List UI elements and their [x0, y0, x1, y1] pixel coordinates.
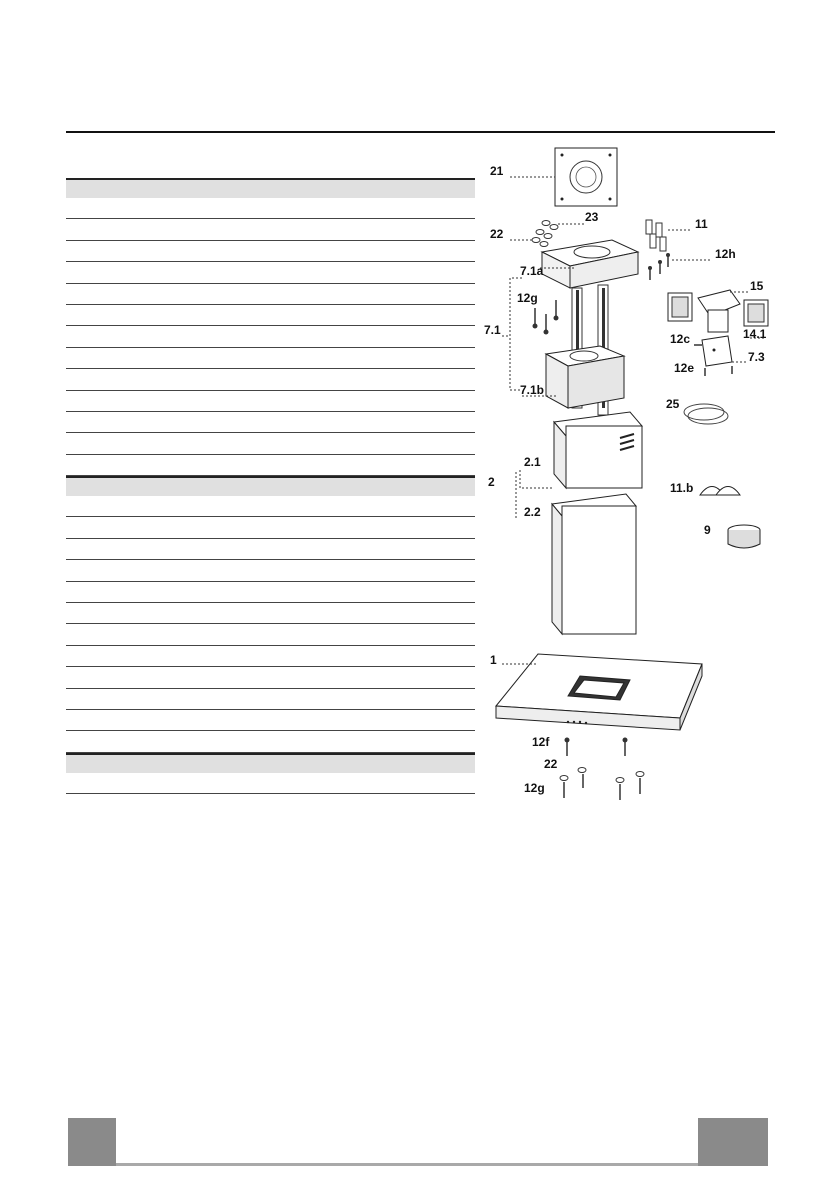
table-row	[66, 667, 475, 688]
label-15: 15	[750, 279, 764, 293]
part-9-adapter	[728, 525, 760, 548]
part-7-1-telescopic-frame	[542, 240, 638, 415]
label-2-2: 2.2	[524, 505, 541, 519]
table-row	[66, 198, 475, 219]
label-12e: 12e	[674, 361, 695, 375]
table-row	[66, 624, 475, 645]
label-7-1: 7.1	[484, 323, 501, 337]
table-row	[66, 731, 475, 752]
part-1-hood-body	[496, 654, 702, 730]
label-12c: 12c	[670, 332, 691, 346]
label-25: 25	[666, 397, 680, 411]
table-row	[66, 560, 475, 581]
top-rule	[66, 131, 775, 133]
table-row	[66, 305, 475, 326]
part-25-rings	[684, 404, 728, 424]
label-12g-bottom: 12g	[524, 781, 545, 795]
label-7-1a: 7.1a	[520, 264, 544, 278]
part-7-3-bracket	[694, 336, 732, 376]
table-section-header	[66, 753, 475, 773]
label-14-1: 14.1	[743, 327, 767, 341]
label-12f: 12f	[532, 735, 550, 749]
label-9: 9	[704, 523, 711, 537]
table-row	[66, 539, 475, 560]
part-15-duct-fittings	[668, 290, 768, 332]
table-row	[66, 391, 475, 412]
table-row	[66, 348, 475, 369]
table-row	[66, 241, 475, 262]
table-row	[66, 412, 475, 433]
footer-left-box	[68, 1118, 116, 1166]
table-row	[66, 517, 475, 538]
table-row	[66, 219, 475, 240]
table-row	[66, 710, 475, 731]
table-section-header	[66, 476, 475, 496]
table-row	[66, 326, 475, 347]
table-row	[66, 603, 475, 624]
part-22-23-washers	[532, 221, 558, 247]
label-21: 21	[490, 164, 504, 178]
table-row	[66, 689, 475, 710]
part-21-ceiling-plate	[555, 148, 617, 206]
part-12g-screws-bottom	[564, 774, 640, 800]
part-2-1-upper-chimney	[554, 412, 642, 488]
table-row	[66, 455, 475, 476]
label-11: 11	[695, 217, 708, 231]
table-row	[66, 433, 475, 454]
parts-table	[66, 178, 475, 794]
label-11b: 11.b	[670, 481, 694, 495]
page-footer	[68, 1118, 768, 1166]
table-row	[66, 262, 475, 283]
label-7-1b: 7.1b	[520, 383, 545, 397]
part-11-plugs	[646, 220, 666, 251]
label-7-3: 7.3	[748, 350, 765, 364]
table-row	[66, 773, 475, 794]
part-2-2-lower-chimney	[552, 494, 636, 634]
label-1: 1	[490, 653, 497, 667]
label-23: 23	[585, 210, 599, 224]
label-22-bottom: 22	[544, 757, 558, 771]
part-22-washers-bottom	[560, 768, 644, 783]
table-row	[66, 582, 475, 603]
table-row	[66, 646, 475, 667]
label-22: 22	[490, 227, 504, 241]
table-row	[66, 284, 475, 305]
label-2: 2	[488, 475, 495, 489]
exploded-parts-diagram	[480, 140, 780, 820]
label-12h: 12h	[715, 247, 736, 261]
part-12h-screws	[648, 253, 670, 280]
table-row	[66, 369, 475, 390]
table-row	[66, 496, 475, 517]
label-2-1: 2.1	[524, 455, 541, 469]
part-12f-screws	[565, 738, 628, 757]
label-12g: 12g	[517, 291, 538, 305]
part-11b-covers	[700, 487, 740, 496]
footer-line	[116, 1163, 698, 1166]
table-section-header	[66, 178, 475, 198]
footer-right-box	[698, 1118, 768, 1166]
part-12g-screws	[533, 300, 559, 335]
